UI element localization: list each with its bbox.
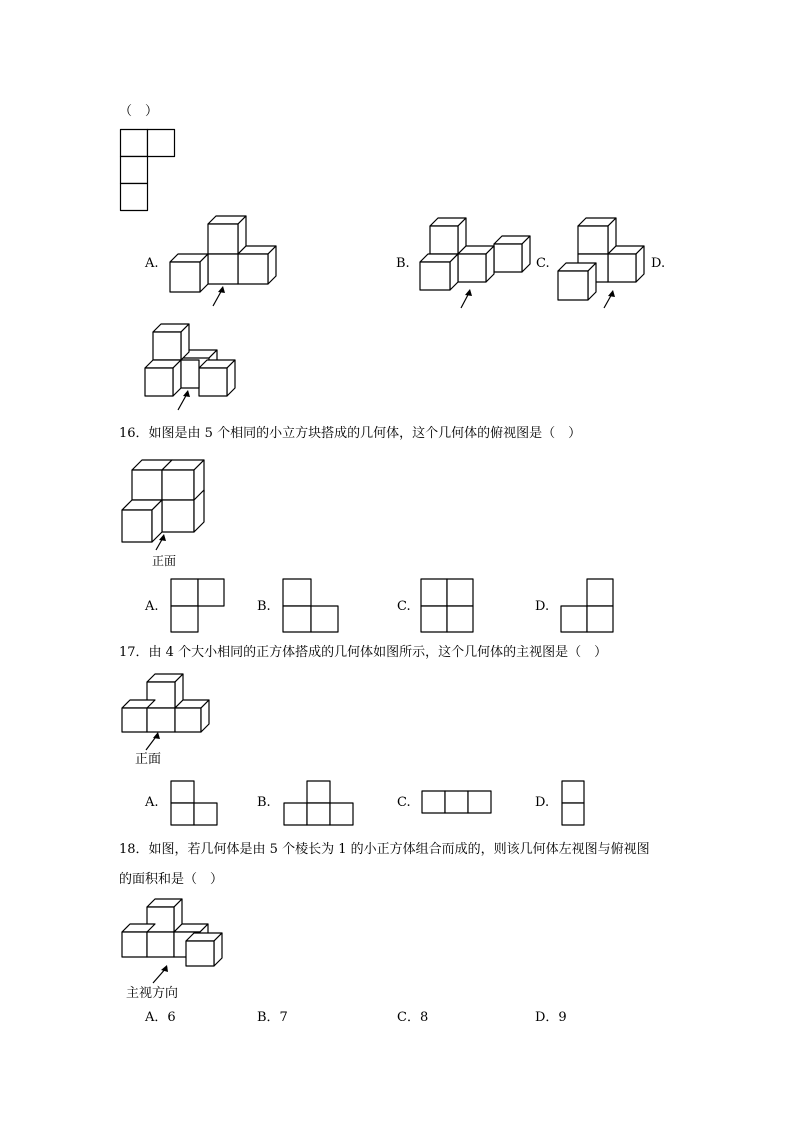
q16-option-d-label[interactable]: D.: [535, 599, 550, 614]
q17-option-a-label[interactable]: A.: [145, 795, 159, 810]
q17-option-a-figure[interactable]: [170, 780, 220, 828]
q16-option-a-label[interactable]: A.: [145, 599, 159, 614]
q18-solid-figure: [120, 897, 230, 987]
q16-option-a-figure[interactable]: [170, 578, 226, 634]
q15-option-d-figure[interactable]: [143, 322, 243, 412]
q17-option-b-label[interactable]: B.: [257, 795, 271, 810]
q16-option-c-figure[interactable]: [420, 578, 475, 634]
q15-answer-bracket: （ ）: [119, 104, 159, 119]
q17-option-d-label[interactable]: D.: [535, 795, 550, 810]
q16-question: 16．如图是由 5 个相同的小立方块搭成的几何体，这个几何体的俯视图是（ ）: [119, 426, 582, 441]
q17-option-c-label[interactable]: C.: [397, 795, 411, 810]
q18-question-line2: 的面积和是（ ）: [119, 872, 224, 887]
q17-question: 17．由 4 个大小相同的正方体搭成的几何体如图所示，这个几何体的主视图是（ ）: [119, 645, 608, 660]
q15-view-figure: [119, 128, 179, 212]
q17-option-b-figure[interactable]: [283, 780, 355, 828]
q18-option-c[interactable]: C．8: [397, 1010, 429, 1025]
q18-option-b[interactable]: B．7: [257, 1010, 288, 1025]
q17-front-label: 正面: [135, 752, 162, 767]
q16-option-d-figure[interactable]: [560, 578, 615, 634]
q15-option-a-figure[interactable]: [168, 214, 278, 309]
q17-option-c-figure[interactable]: [421, 790, 493, 816]
q16-front-label: 正面: [152, 554, 177, 568]
q18-option-d[interactable]: D．9: [535, 1010, 567, 1025]
q17-option-d-figure[interactable]: [561, 780, 587, 828]
q17-solid-figure: [120, 672, 215, 752]
q15-option-a-label[interactable]: A.: [145, 256, 159, 271]
q15-option-b-figure[interactable]: [418, 216, 538, 311]
q18-option-a[interactable]: A．6: [145, 1010, 176, 1025]
q16-option-b-figure[interactable]: [282, 578, 340, 634]
q16-option-c-label[interactable]: C.: [397, 599, 411, 614]
q15-option-d-label[interactable]: D.: [651, 256, 666, 271]
q15-option-b-label[interactable]: B.: [396, 256, 410, 271]
q16-solid-figure: [120, 458, 210, 548]
q18-question-line1: 18．如图，若几何体是由 5 个棱长为 1 的小正方体组合而成的，则该几何体左视图与俯视图: [119, 842, 650, 857]
q15-option-c-figure[interactable]: [556, 216, 646, 311]
q16-option-b-label[interactable]: B.: [257, 599, 271, 614]
q15-option-c-label[interactable]: C.: [536, 256, 550, 271]
q18-direction-label: 主视方向: [126, 986, 179, 1001]
